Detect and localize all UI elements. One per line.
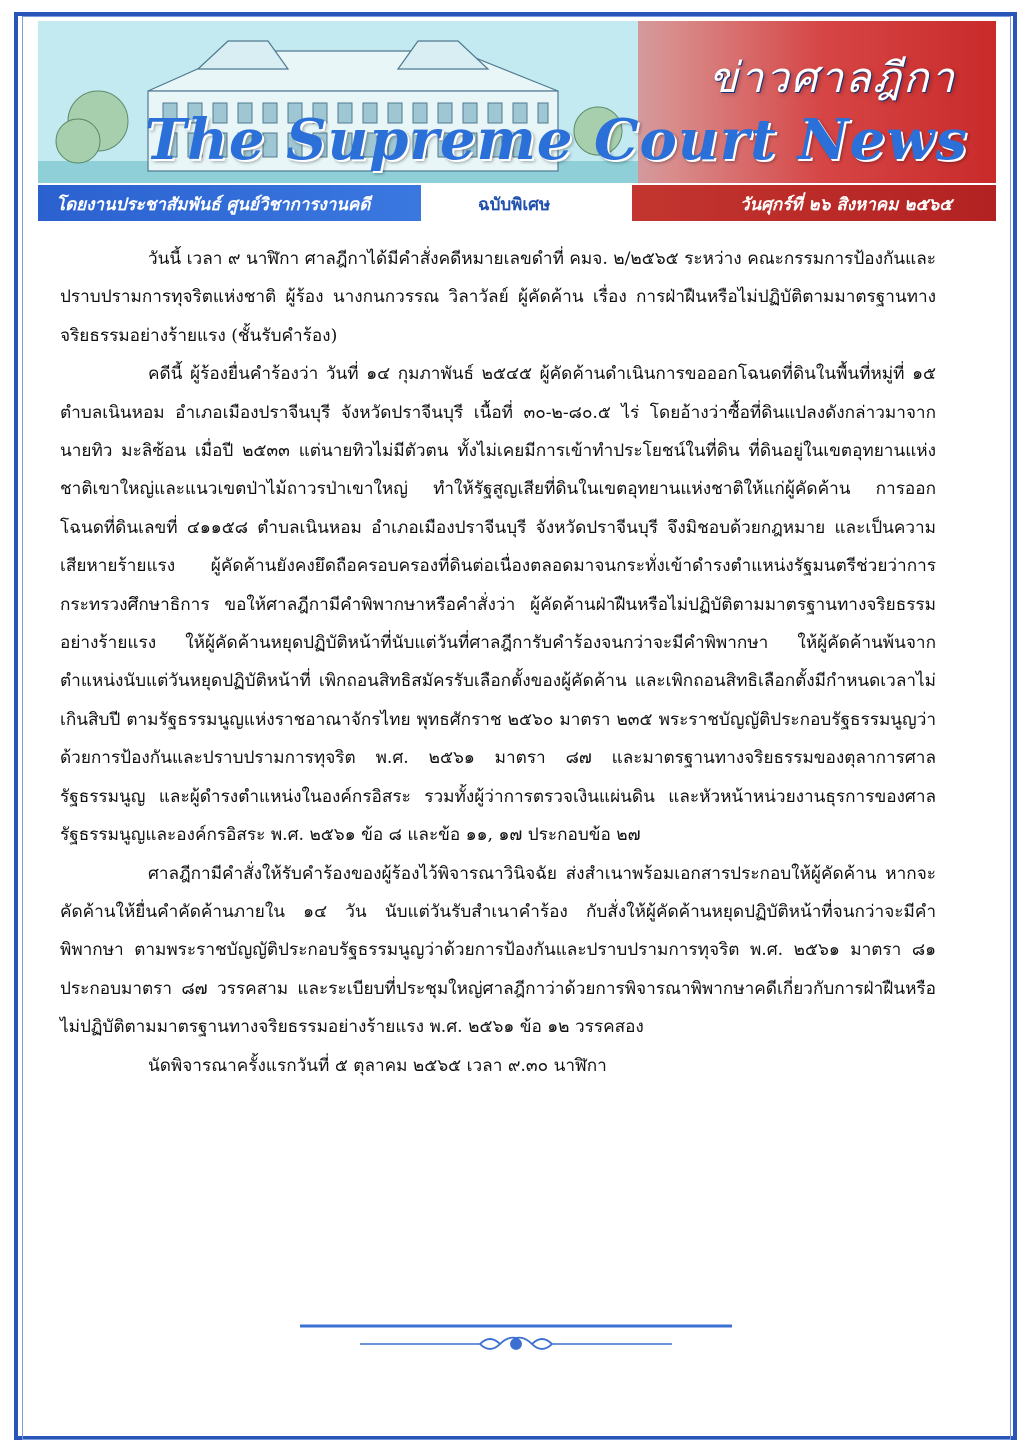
masthead-info-bar — [38, 183, 996, 221]
paragraph-hearing-date: นัดพิจารณาครั้งแรกวันที่ ๕ ตุลาคม ๒๕๖๕ เวลา ๙.๓๐ นาฬิกา — [148, 1055, 607, 1076]
paragraph-order: ศาลฎีกามีคำสั่งให้รับคำร้องของผู้ร้องไว้พิจารณาวินิจฉัย ส่งสำเนาพร้อมเอกสารประกอบให้ผู้คัดค้าน หากจะคัดค้านให้ยื่นคำคัดค้านภายใน ๑๔ วัน นับแต่วันรับสำเนาคำร้อง กับสั่งให้ผู้คัดค้านหยุดปฏิบัติหน้าที่จนกว่าจะมีคำพิพากษา ตามพระราชบัญญัติประกอบรัฐธรรมนูญว่าด้วยการป้องกันและปราบปรามการทุจริต พ.ศ. ๒๕๖๑ มาตรา ๘๑ ประกอบมาตรา ๘๗ วรรคสาม และระเบียบที่ประชุมใหญ่ศาลฎีกาว่าด้วยการพิจารณาพิพากษาคดีเกี่ยวกับการฝ่าฝืนหรือไม่ปฏิบัติตามมาตรฐานทางจริยธรรมอย่างร้ายแรง พ.ศ. ๒๕๖๑ ข้อ ๑๒ วรรคสอง — [60, 863, 936, 1038]
publisher-label: โดยงานประชาสัมพันธ์ ศูนย์วิชาการงานคดี — [56, 195, 371, 215]
english-masthead-title: The Supreme Court News — [144, 107, 968, 173]
masthead-banner — [38, 21, 996, 221]
issue-date: วันศุกร์ที่ ๒๖ สิงหาคม ๒๕๖๕ — [739, 195, 952, 215]
article-body — [60, 240, 936, 1085]
edition-label: ฉบับพิเศษ — [478, 195, 551, 215]
footer-ornament — [300, 1320, 732, 1370]
paragraph-intro: วันนี้ เวลา ๙ นาฬิกา ศาลฎีกาได้มีคำสั่งคดีหมายเลขดำที่ คมจ. ๒/๒๕๖๕ ระหว่าง คณะกรรมการป้องกันและปราบปรามการทุจริตแห่งชาติ ผู้ร้อง นางกนกวรรณ วิลาวัลย์ ผู้คัดค้าน เรื่อง การฝ่าฝืนหรือไม่ปฏิบัติตามมาตรฐานทางจริยธรรมอย่างร้ายแรง (ชั้นรับคำร้อง) — [60, 249, 936, 346]
paragraph-petition: คดีนี้ ผู้ร้องยื่นคำร้องว่า วันที่ ๑๔ กุมภาพันธ์ ๒๕๔๕ ผู้คัดค้านดำเนินการขอออกโฉนดที่ดินในพื้นที่หมู่ที่ ๑๕ ตำบลเนินหอม อำเภอเมืองปราจีนบุรี จังหวัดปราจีนบุรี เนื้อที่ ๓๐-๒-๘๐.๕ ไร่ โดยอ้างว่าซื้อที่ดินแปลงดังกล่าวมาจากนายทิว มะลิซ้อน เมื่อปี ๒๕๓๓ แต่นายทิวไม่มีตัวตน ทั้งไม่เคยมีการเข้าทำประโยชน์ในที่ดิน ที่ดินอยู่ในเขตอุทยานแห่งชาติเขาใหญ่และแนวเขตป่าไม้ถาวรป่าเขาใหญ่ ทำให้รัฐสูญเสียที่ดินในเขตอุทยานแห่งชาติให้แก่ผู้คัดค้าน การออกโฉนดที่ดินเลขที่ ๔๑๑๕๘ ตำบลเนินหอม อำเภอเมืองปราจีนบุรี จังหวัดปราจีนบุรี จึงมิชอบด้วยกฎหมาย และเป็นความเสียหายร้ายแรง ผู้คัดค้านยังคงยึดถือครอบครองที่ดินต่อเนื่องตลอดมาจนกระทั่งเข้าดำรงตำแหน่งรัฐมนตรีช่วยว่าการกระทรวงศึกษาธิการ ขอให้ศาลฎีกามีคำพิพากษาหรือคำสั่งว่า ผู้คัดค้านฝ่าฝืนหรือไม่ปฏิบัติตามมาตรฐานทางจริยธรรมอย่างร้ายแรง ให้ผู้คัดค้านหยุดปฏิบัติหน้าที่นับแต่วันที่ศาลฎีการับคำร้องจนกว่าจะมีคำพิพากษา ให้ผู้คัดค้านพ้นจากตำแหน่งนับแต่วันหยุดปฏิบัติหน้าที่ เพิกถอนสิทธิสมัครรับเลือกตั้งของผู้คัดค้าน และเพิกถอนสิทธิเลือกตั้งมีกำหนดเวลาไม่เกินสิบปี ตามรัฐธรรมนูญแห่งราชอาณาจักรไทย พุทธศักราช ๒๕๖๐ มาตรา ๒๓๕ พระราชบัญญัติประกอบรัฐธรรมนูญว่าด้วยการป้องกันและปราบปรามการทุจริต พ.ศ. ๒๕๖๑ มาตรา ๘๗ และมาตรฐานทางจริยธรรมของตุลาการศาลรัฐธรรมนูญ และผู้ดำรงตำแหน่งในองค์กรอิสระ รวมทั้งผู้ว่าการตรวจเงินแผ่นดิน และหัวหน้าหน่วยงานธุรการของศาลรัฐธรรมนูญและองค์กรอิสระ พ.ศ. ๒๕๖๑ ข้อ ๘ และข้อ ๑๑, ๑๗ ประกอบข้อ ๒๗ — [60, 364, 936, 846]
thai-masthead-title: ข่าวศาลฎีกา — [708, 53, 956, 102]
